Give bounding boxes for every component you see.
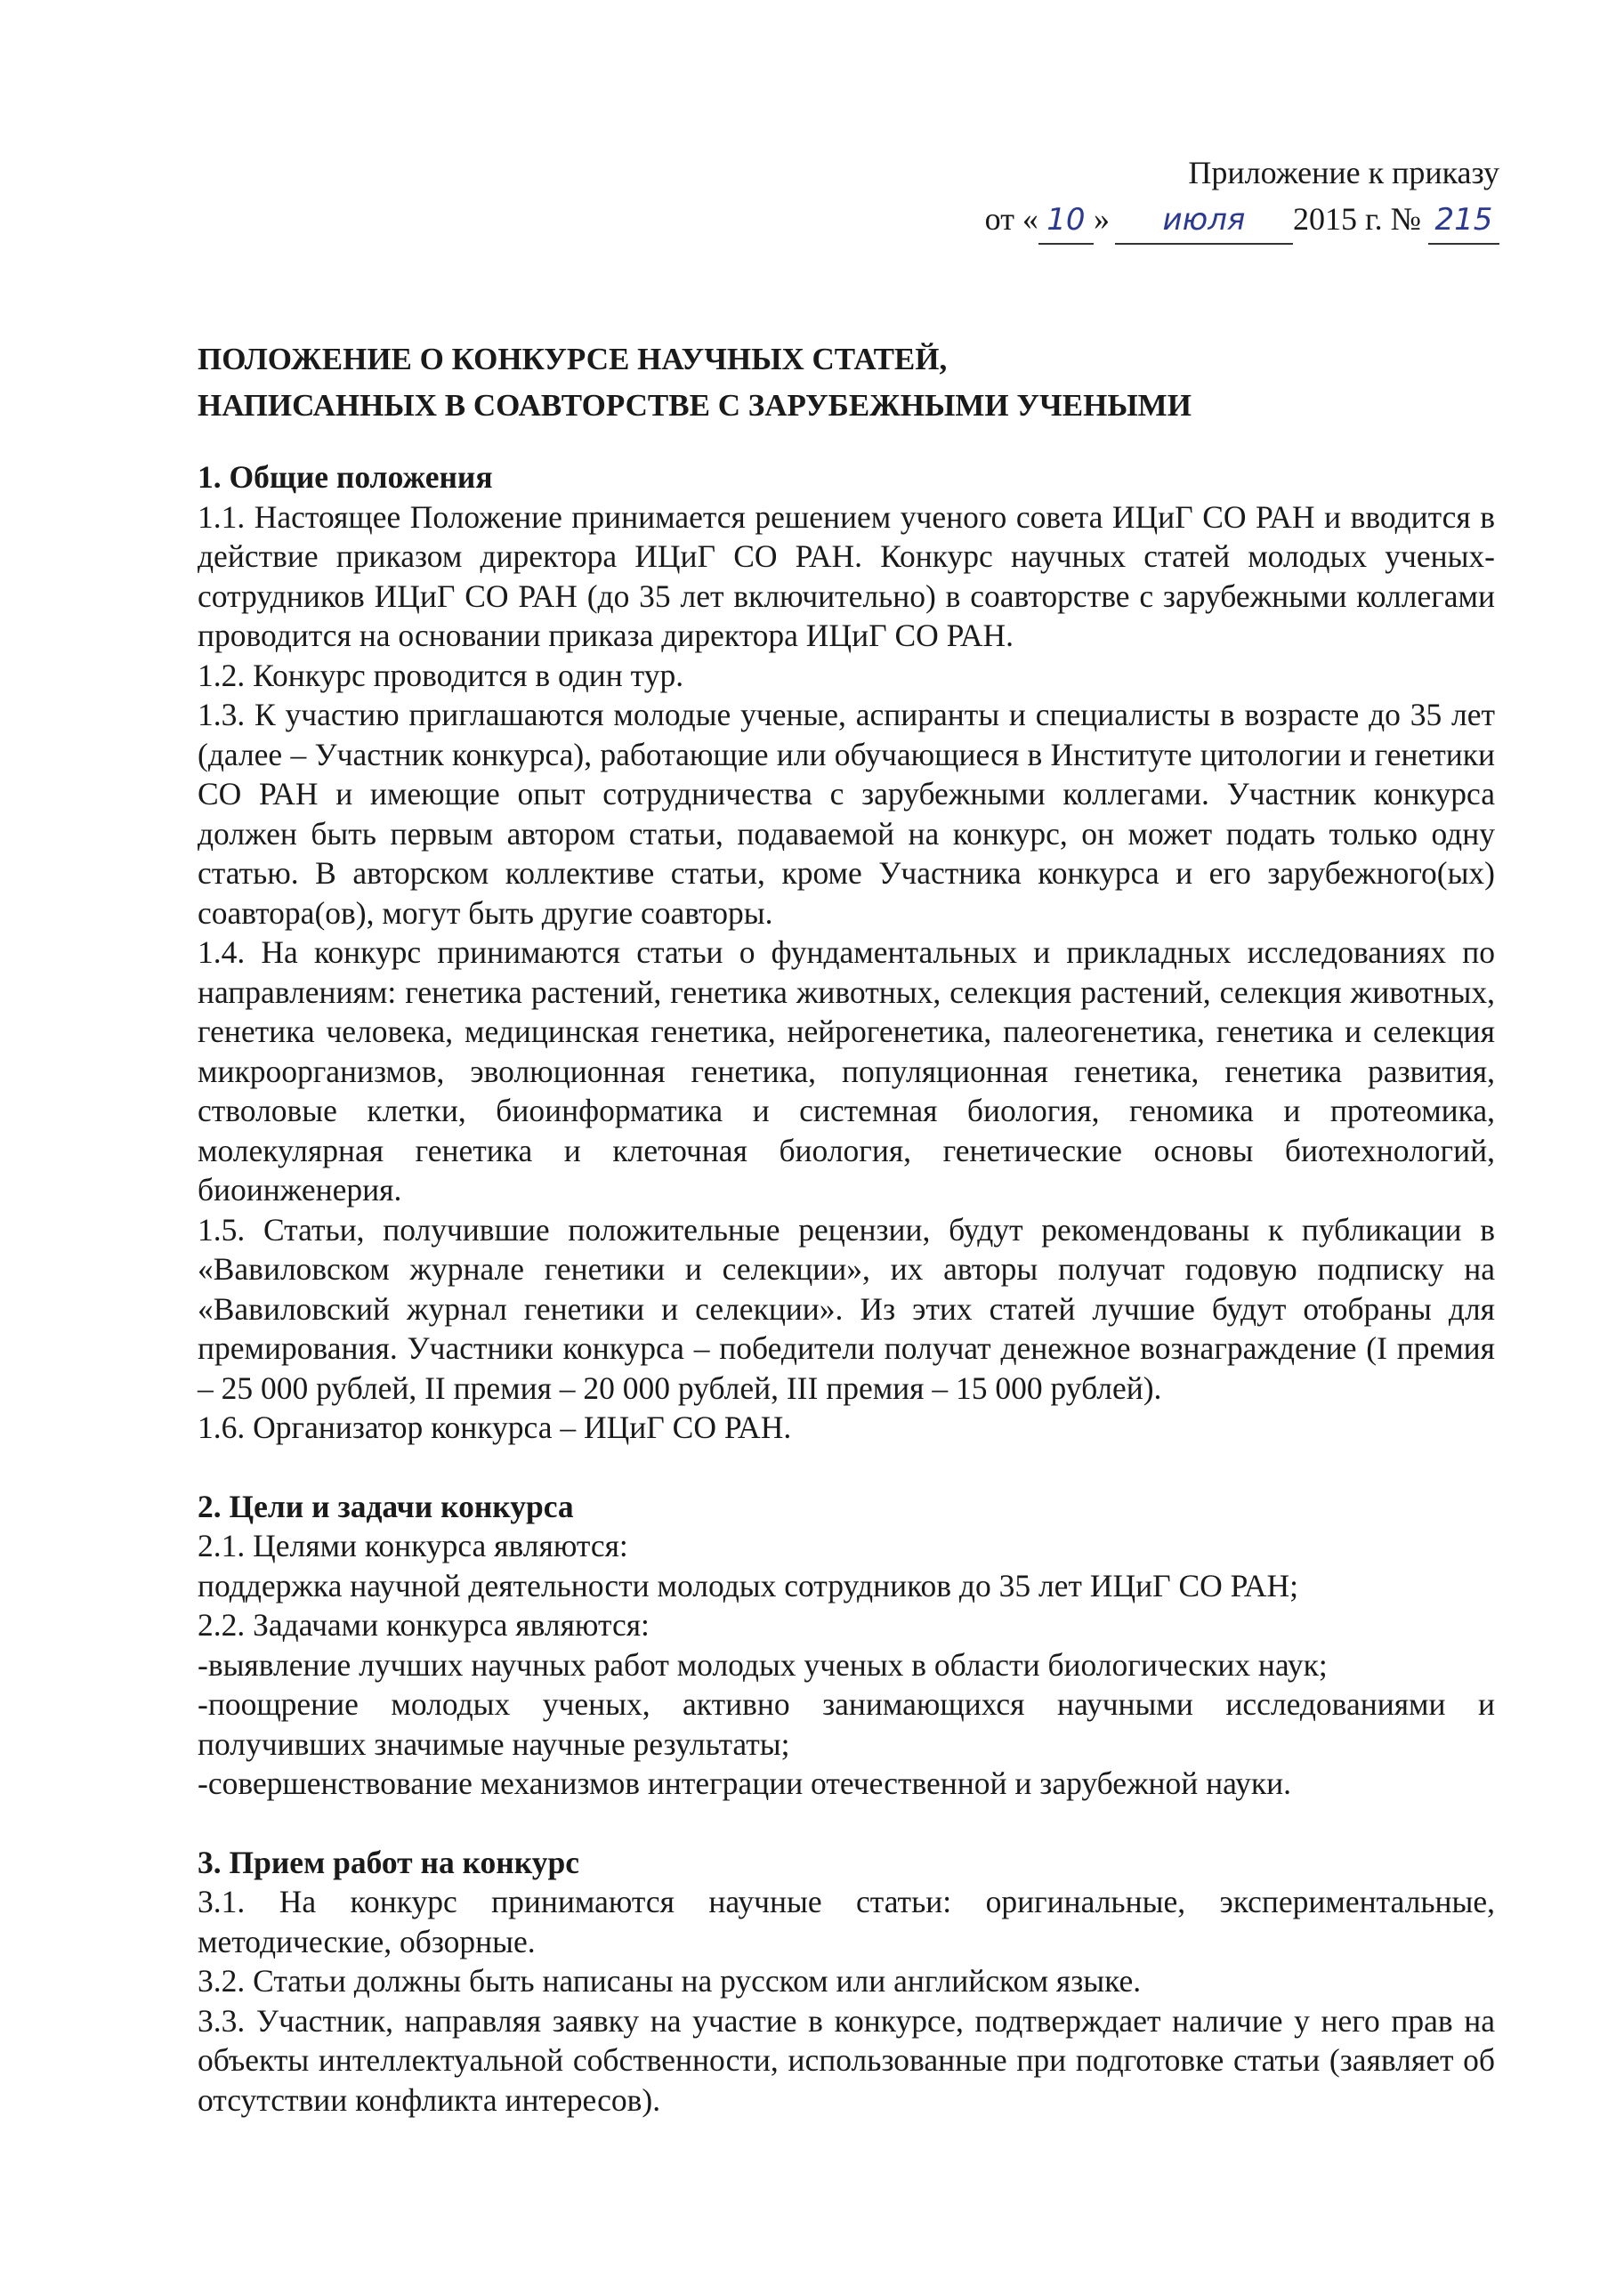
handwritten-month: июля (1115, 197, 1293, 245)
document-title (198, 336, 1461, 429)
handwritten-order-number: 215 (1428, 197, 1499, 245)
paragraph: 1.4. На конкурс принимаются статьи о фундаментальных и прикладных исследованиях по направлениям: генетика растений, генетика животных, селекция растений, селекция животных, генетика человека, медицинская генетика, нейрогенетика, палеогенетика, генетика и селекция микроорганизмов, эволюционная генетика, популяционная генетика, генетика развития, стволовые клетки, биоинформатика и системная биология, геномика и протеомика, молекулярная генетика и клеточная биология, генетические основы биотехнологий, биоинженерия. (198, 934, 1495, 1208)
title-line-1: ПОЛОЖЕНИЕ О КОНКУРСЕ НАУЧНЫХ СТАТЕЙ, (198, 342, 948, 376)
section-submission (198, 1843, 1495, 2120)
document-body (198, 457, 1495, 2120)
year-number-label: 2015 г. № (1292, 201, 1421, 237)
date-prefix: от « (984, 201, 1038, 237)
paragraph: -выявление лучших научных работ молодых ученых в области биологических наук; (198, 1646, 1328, 1683)
section-heading: 3. Прием работ на конкурс (198, 1844, 579, 1880)
paragraph: 2.2. Задачами конкурса являются: (198, 1607, 650, 1643)
paragraph: 3.3. Участник, направляя заявку на участие в конкурсе, подтверждает наличие у него прав на объекты интеллектуальной собственности, использованные при подготовке статьи (заявляет об отсутствии конфликта интересов). (198, 2002, 1495, 2118)
paragraph: 3.1. На конкурс принимаются научные статьи: оригинальные, экспериментальные, методические, обзорные. (198, 1884, 1495, 1959)
section-spacer (198, 1804, 1495, 1843)
paragraph: 1.2. Конкурс проводится в один тур. (198, 657, 684, 693)
paragraph: поддержка научной деятельности молодых сотрудников до 35 лет ИЦиГ СО РАН; (198, 1567, 1299, 1603)
section-heading: 1. Общие положения (198, 459, 493, 495)
paragraph: -поощрение молодых ученых, активно занимающихся научными исследованиями и получивших значимые научные результаты; (198, 1686, 1495, 1762)
paragraph: 2.1. Целями конкурса являются: (198, 1528, 628, 1563)
order-reference (985, 149, 1499, 245)
handwritten-day: 10 (1038, 197, 1094, 245)
paragraph: 1.3. К участию приглашаются молодые ученые, аспиранты и специалисты в возрасте до 35 лет (далее – Участник конкурса), работающие или обучающиеся в Институте цитологии и генетики СО РАН и имеющие опыт сотрудничества с зарубежными коллегами. Участник конкурса должен быть первым автором статьи, подаваемой на конкурс, он может подать только одну статью. В авторском коллективе статьи, кроме Участника конкурса и его зарубежного(ых) соавтора(ов), могут быть другие соавторы. (198, 697, 1495, 931)
section-general (198, 457, 1495, 1448)
section-spacer (198, 1448, 1495, 1487)
paragraph: 3.2. Статьи должны быть написаны на русском или английском языке. (198, 1963, 1142, 1999)
date-quote: » (1093, 201, 1110, 237)
appendix-label: Приложение к приказу (1188, 155, 1499, 190)
title-line-2: НАПИСАННЫХ В СОАВТОРСТВЕ С ЗАРУБЕЖНЫМИ УЧЕНЫМИ (198, 388, 1192, 423)
paragraph: 1.6. Организатор конкурса – ИЦиГ СО РАН. (198, 1410, 792, 1445)
paragraph: 1.5. Статьи, получившие положительные рецензии, будут рекомендованы к публикации в «Вавиловском журнале генетики и селекции», их авторы получат годовую подписку на «Вавиловский журнал генетики и селекции». Из этих статей лучшие будут отобраны для премирования. Участники конкурса – победители получат денежное вознаграждение (I премия – 25 000 рублей, II премия – 20 000 рублей, III премия – 15 000 рублей). (198, 1211, 1495, 1406)
order-date-line (985, 196, 1499, 245)
section-goals (198, 1487, 1495, 1804)
paragraph: 1.1. Настоящее Положение принимается решением ученого совета ИЦиГ СО РАН и вводится в действие приказом директора ИЦиГ СО РАН. Конкурс научных статей молодых ученых-сотрудников ИЦиГ СО РАН (до 35 лет включительно) в соавторстве с зарубежными коллегами проводится на основании приказа директора ИЦиГ СО РАН. (198, 498, 1495, 653)
paragraph: -совершенствование механизмов интеграции отечественной и зарубежной науки. (198, 1765, 1291, 1801)
section-heading: 2. Цели и задачи конкурса (198, 1488, 574, 1524)
